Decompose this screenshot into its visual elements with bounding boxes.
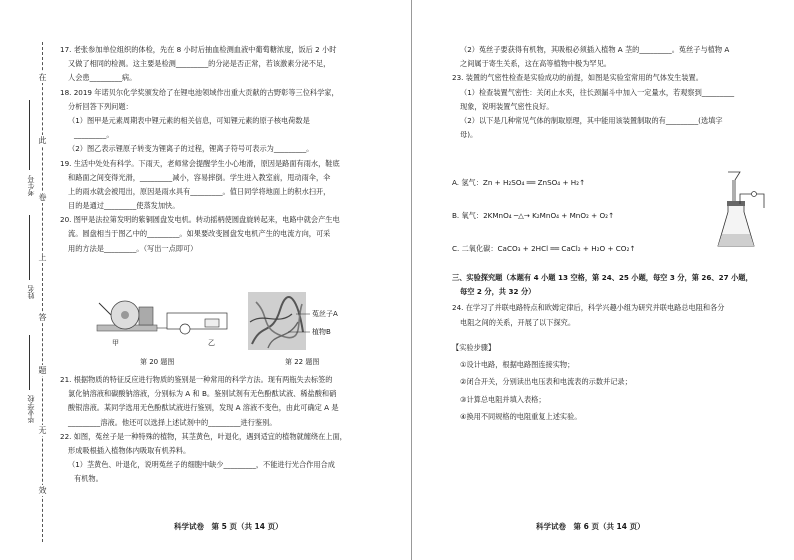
seal-char: 此 [36,135,49,146]
text-line: 19. 生活中处处有科学。下雨天，老师常会提醒学生小心地滑，原因是路面有雨水，鞋底 [60,158,340,168]
step-item: ①设计电路，根据电路图连接实物； [460,360,575,370]
questions-17-20 [60,43,400,256]
text-line: 23. 装置的气密性检查是实验成功的前提，如图是实验室常用的气体发生装置。 [452,73,703,83]
steps-title: 【实验步骤】 [452,343,496,352]
seal-char: 题 [36,365,49,376]
figure-22-dodder-photo [248,292,333,350]
text-line: （2）菟丝子要获得有机物，其吸根必须插入植物 A 茎的_________。菟丝子与植物 A [460,45,730,54]
right-page [412,0,794,560]
name-blank [29,215,30,280]
text-line: （2）图乙表示锂原子转变为锂离子的过程，锂离子符号可表示为_________。 [68,144,314,154]
text-line: 上的雨水就会被甩出，原因是雨水具有_________。值日同学将地面上的积水扫开， [68,186,331,196]
text-line: 17. 老张参加单位组织的体检，先在 8 小时后抽血检测血液中葡萄糖浓度，饭后 2 小时 [60,45,337,54]
step-item: ④换用不同规格的电阻重复上述实验。 [460,411,582,421]
experiment-steps [452,341,782,424]
text-line: （1）图甲是元素周期表中锂元素的相关信息，可知锂元素的原子核电荷数是 [68,115,310,125]
text-line: 分析回答下列问题： [68,101,133,111]
step-item: ③计算总电阻并填入表格； [460,394,546,404]
binding-line [42,42,43,542]
seal-char: 在 [36,72,49,83]
text-line: 氯化钠溶液和碳酸钠溶液，分别标为 A 和 B。鉴别试剂有无色酚酞试液、稀盐酸和硝 [68,389,337,399]
student-number-label: 考生号 [27,175,35,196]
text-line: 20. 图甲是法拉第发明的紫铜圆盘发电机。转动摇柄使圆盘旋转起来，电路中就会产生电 [60,215,340,225]
reaction-list [452,172,702,260]
figure-20-caption: 第 20 题图 [140,358,175,366]
section-heading: 三、实验探究题（本题有 4 小题 13 空格，第 24、25 小题，每空 3 分，第 26、27 小题， [452,273,753,282]
seal-char: 答 [36,312,49,323]
student-number-blank [29,100,30,170]
text-line: 之间属于寄生关系，这在高等植物中极为罕见。 [460,59,611,69]
section-heading-cont: 每空 2 分，共 32 分） [460,287,536,297]
text-line: 18. 2019 年诺贝尔化学奖颁发给了在锂电池领域作出重大贡献的古野彰等三位科学家， [60,87,339,97]
fig20-label-yi: 乙 [208,339,215,347]
text-line: 22. 如图，菟丝子是一种特殊的植物，其茎黄色，叶退化，遇到适宜的植物就缠绕在上面， [60,431,347,441]
text-line: 和路面之间变得光滑，_________减小，容易摔倒。学生进入教室前，甩动雨伞，伞 [68,172,331,182]
text-line: 流。圆盘相当于图乙中的_________。如果要改变圆盘发电机产生的电流方向，可采 [68,229,331,239]
step-item: ②闭合开关，分别读出电压表和电流表的示数并记录； [460,377,632,387]
seal-char: 效 [36,485,49,496]
questions-21-22 [60,373,400,487]
fig20-label-jia: 甲 [112,339,119,347]
gas-generator-apparatus [714,168,772,250]
right-page-footer: 科学试卷 第 6 页（共 14 页） [536,522,645,531]
text-line: （2）以下是几种常见气体的制取原理，其中能用该装置制取的有_________(选填字 [460,115,723,125]
text-line: 形成吸根插入植物体内吸取有机养料。 [68,445,191,455]
text-line: （1）检查装置气密性：关闭止水夹，往长颈漏斗中加入一定量水，若观察到_________ [460,87,735,97]
text-line: 目的是通过_________使蒸发加快。 [68,201,180,211]
text-line: 人会患_________病。 [68,73,137,83]
school-blank [29,335,30,390]
text-line: _________。 [74,130,114,140]
fig22-label-plant: 植物B [312,328,331,336]
seal-char: 上 [36,252,49,263]
name-label: 姓名 [27,285,35,299]
school-label: 毕业学校 [27,395,35,423]
text-line: 电阻之间的关系，开展了以下探究。 [460,317,576,327]
text-line: 24. 在学习了并联电路特点和欧姆定律后，科学兴趣小组为研究并联电路总电阻和各分 [452,303,725,313]
fig22-label-dodder: 菟丝子A [312,310,338,318]
text-line: 又做了相同的检测。这主要是检测_________的分泌是否正常，若该激素分泌不足， [68,59,331,69]
text-line: 酸银溶液。某同学选用无色酚酞试液进行鉴别，发现 A 溶液不变色，由此可确定 A 是 [68,403,339,413]
reaction-option-b: B. 氧气：2KMnO₄ ─△→ K₂MnO₄ + MnO₂ + O₂↑ [452,211,615,220]
seal-char: 卷 [36,192,49,203]
reaction-option-c: C. 二氧化碳：CaCO₃ + 2HCl ══ CaCl₂ + H₂O + CO₂↑ [452,244,636,253]
reaction-option-a: A. 氢气：Zn + H₂SO₄ ══ ZnSO₄ + H₂↑ [452,178,586,187]
text-line: 母)。 [460,130,478,140]
text-line: 用的方法是_________。（写出一点即可） [68,243,198,253]
questions-22-23 [452,43,782,142]
text-line: 现象，说明装置气密性良好。 [460,101,554,111]
text-line: _________溶液。他还可以选择上述试剂中的_________进行鉴别。 [68,417,277,427]
seal-char: 无 [36,425,49,436]
left-page-footer: 科学试卷 第 5 页（共 14 页） [174,522,283,531]
section-three-intro [452,271,782,330]
figure-22-caption: 第 22 题图 [285,358,320,366]
text-line: （1）茎黄色、叶退化，说明菟丝子的细胞中缺少_________，不能进行光合作用合成 [68,460,335,470]
text-line: 有机物。 [74,474,103,484]
text-line: 21. 根据物质的特征反应进行物质的鉴别是一种常用的科学方法。现有两瓶失去标签的 [60,375,333,384]
